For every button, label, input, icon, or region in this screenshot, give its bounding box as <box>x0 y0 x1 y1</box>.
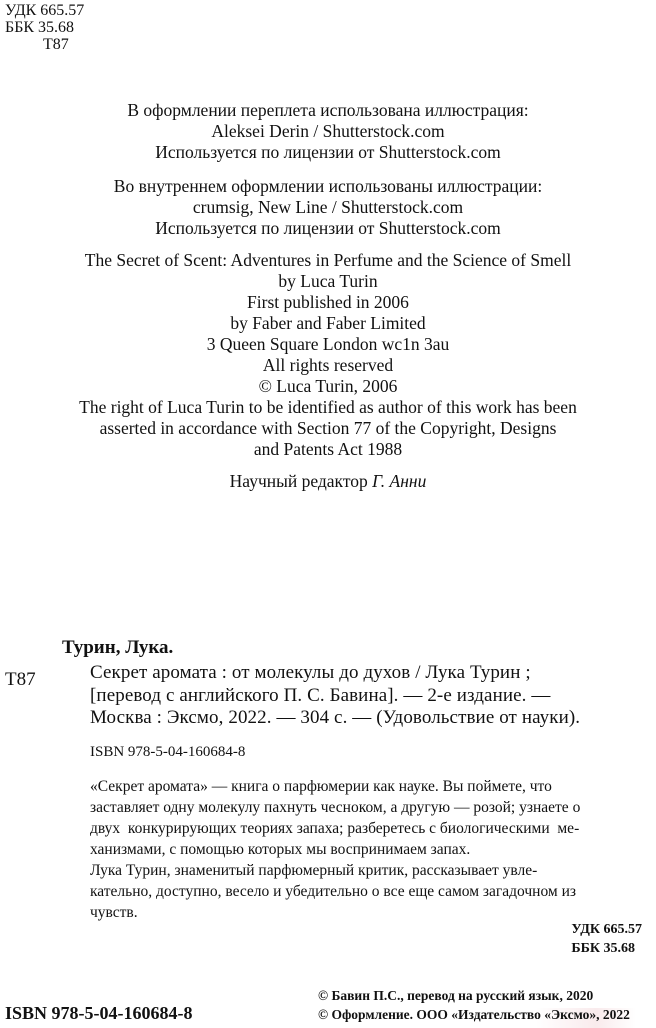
credit-line: Используется по лицензии от Shutterstock.com <box>155 142 501 162</box>
annotation-line: двух конкурирующих теориях запаха; разберетесь с биологическими ме- <box>90 820 580 837</box>
copyright-design: © Оформление. ООО «Издательство «Эксмо», 2022 <box>318 1007 630 1022</box>
cover-illustration-credits <box>0 100 656 163</box>
copyright-notices <box>318 986 630 1024</box>
classification-block <box>5 2 84 53</box>
edition-line: © Luca Turin, 2006 <box>258 376 398 396</box>
original-edition-info <box>0 250 656 460</box>
copyright-translation: © Бавин П.С., перевод на русский язык, 2020 <box>318 988 594 1003</box>
inner-illustration-credits <box>0 176 656 239</box>
description-line: Москва : Эксмо, 2022. — 304 с. — (Удовольствие от науки). <box>90 707 581 728</box>
edition-line: The Secret of Scent: Adventures in Perfume and the Science of Smell <box>84 250 572 270</box>
editor-name: Г. Анни <box>372 471 427 491</box>
footer-isbn: ISBN 978-5-04-160684-8 <box>5 1003 193 1023</box>
credit-line: В оформлении переплета использована иллюстрация: <box>127 100 529 120</box>
credit-line: Во внутреннем оформлении использованы иллюстрации: <box>113 176 543 196</box>
author-mark: Т87 <box>43 36 69 53</box>
credit-line: Используется по лицензии от Shutterstock.com <box>155 218 501 238</box>
description-line: [перевод с английского П. С. Бавина]. — 2-е издание. — <box>90 684 551 706</box>
annotation-line: ханизмами, с помощью которых мы воспринимаем запах. <box>90 841 471 858</box>
annotation <box>90 776 651 923</box>
bbk-code: ББК 35.68 <box>5 19 75 36</box>
description-line: Секрет аромата : от молекулы до духов / Лука Турин ; <box>90 662 531 683</box>
annotation-line: Лука Турин, знаменитый парфюмерный критик, рассказывает увле- <box>90 862 538 879</box>
edition-line: by Faber and Faber Limited <box>230 313 426 333</box>
side-author-code: Т87 <box>5 669 36 690</box>
author-heading: Турин, Лука. <box>62 637 174 658</box>
annotation-line: чувств. <box>90 904 138 921</box>
editor-label: Научный редактор <box>229 471 368 491</box>
annotation-line: «Секрет аромата» — книга о парфюмерии как науке. Вы поймете, что <box>90 778 552 795</box>
edition-line: asserted in accordance with Section 77 of the Copyright, Designs <box>99 418 557 438</box>
credit-line: crumsig, New Line / Shutterstock.com <box>192 197 464 217</box>
edition-line: First published in 2006 <box>247 292 409 312</box>
udk-code: УДК 665.57 <box>5 2 85 19</box>
edition-line: and Patents Act 1988 <box>253 439 403 459</box>
edition-line: All rights reserved <box>262 355 394 375</box>
footer-classification <box>571 920 642 958</box>
footer-bbk: ББК 35.68 <box>571 941 636 956</box>
edition-line: The right of Luca Turin to be identified as author of this work has been <box>79 397 577 417</box>
credit-line: Aleksei Derin / Shutterstock.com <box>211 121 445 141</box>
bibliographic-description <box>90 662 580 730</box>
annotation-line: заставляет одну молекулу пахнуть чесноком, а другую — розой; узнаете о <box>90 799 581 816</box>
annotation-line: кательно, доступно, весело и убедительно о все еще самом загадочном из <box>90 883 577 900</box>
edition-line: by Luca Turin <box>278 271 378 291</box>
edition-line: 3 Queen Square London wc1n 3au <box>206 334 450 354</box>
scientific-editor <box>0 471 656 492</box>
footer-udk: УДК 665.57 <box>571 922 642 937</box>
isbn-record: ISBN 978-5-04-160684-8 <box>90 744 246 760</box>
